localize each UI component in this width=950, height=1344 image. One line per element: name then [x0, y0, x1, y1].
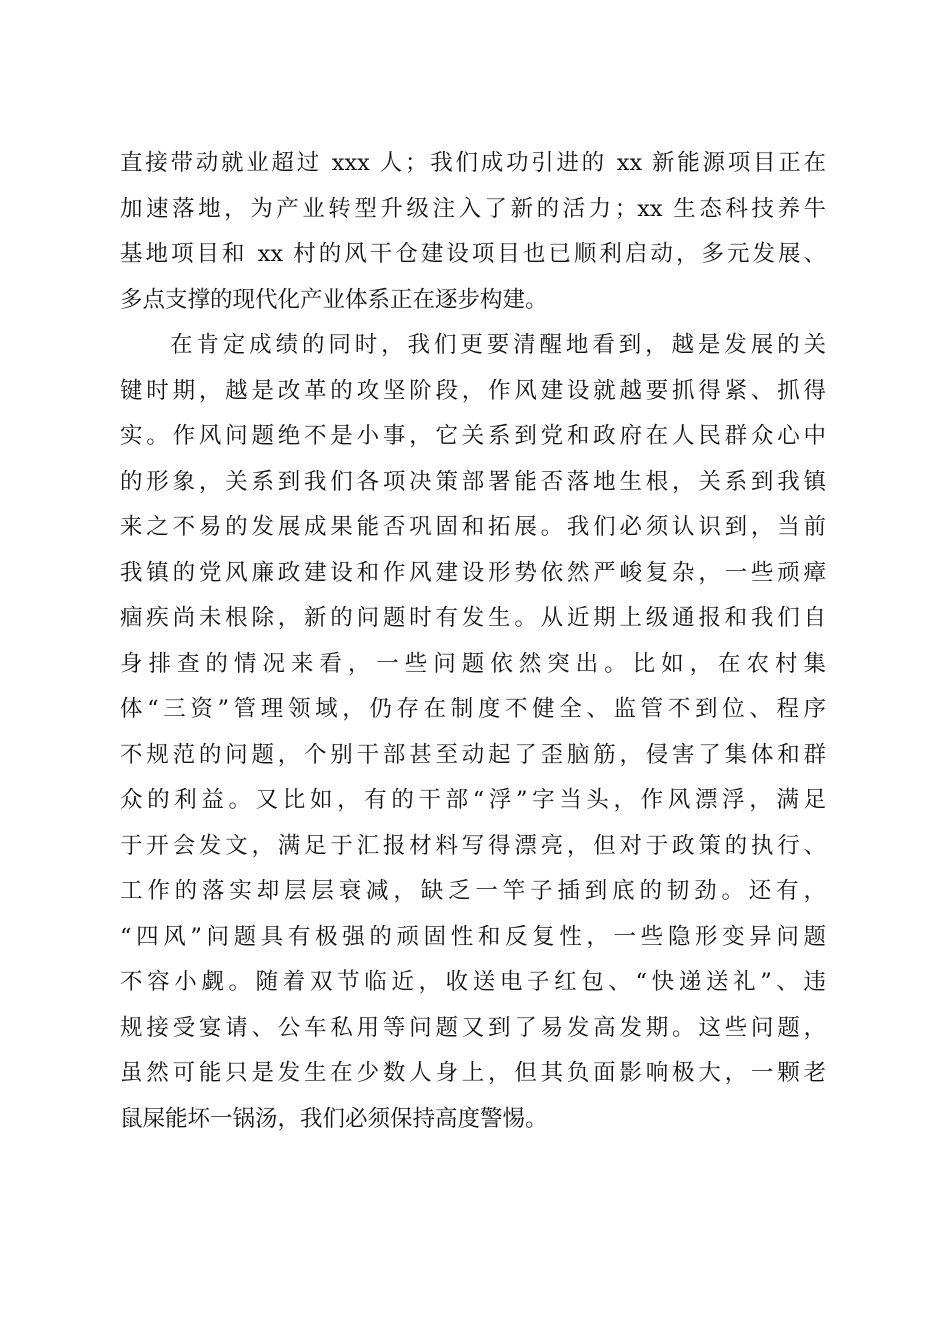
text-line: 工作的落实却层层衰减，缺乏一竿子插到底的韧劲。还有， — [120, 878, 826, 904]
text-line: 加速落地，为产业转型升级注入了新的活力；xx 生态科技养牛 — [120, 195, 826, 222]
text-line: 我镇的党风廉政建设和作风建设形势依然严峻复杂，一些顽瘴 — [120, 559, 826, 586]
document-body — [120, 141, 826, 1142]
text-line: 体“三资”管理领域，仍存在制度不健全、监管不到位、程序 — [120, 696, 826, 722]
text-line: 的形象，关系到我们各项决策部署能否落地生根，关系到我镇 — [120, 468, 826, 495]
text-line: 多点支撑的现代化产业体系正在逐步构建。 — [120, 286, 548, 313]
text-line: 来之不易的发展成果能否巩固和拓展。我们必须认识到，当前 — [120, 514, 826, 540]
paragraph-2 — [120, 323, 826, 1142]
text-line: 实。作风问题绝不是小事，它关系到党和政府在人民群众心中 — [120, 423, 826, 449]
text-line: 不规范的问题，个别干部甚至动起了歪脑筋，侵害了集体和群 — [120, 741, 826, 768]
text-line: 众的利益。又比如，有的干部“浮”字当头，作风漂浮，满足 — [120, 787, 826, 813]
text-line: 不容小觑。随着双节临近，收送电子红包、“快递送礼”、违 — [120, 969, 826, 995]
text-line: 虽然可能只是发生在少数人身上，但其负面影响极大，一颗老 — [120, 1060, 826, 1086]
text-line: 痼疾尚未根除，新的问题时有发生。从近期上级通报和我们自 — [120, 605, 826, 631]
text-line: 规接受宴请、公车私用等问题又到了易发高发期。这些问题， — [120, 1014, 826, 1041]
paragraph-1 — [120, 141, 826, 323]
text-line: 直接带动就业超过 xxx 人；我们成功引进的 xx 新能源项目正在 — [120, 150, 826, 176]
text-line: 于开会发文，满足于汇报材料写得漂亮，但对于政策的执行、 — [120, 832, 826, 859]
text-line: 鼠屎能坏一锅汤，我们必须保持高度警惕。 — [120, 1105, 548, 1132]
text-line: 在肯定成绩的同时，我们更要清醒地看到，越是发展的关 — [170, 332, 826, 358]
text-line: “四风”问题具有极强的顽固性和反复性，一些隐形变异问题 — [120, 923, 826, 950]
text-line: 身排查的情况来看，一些问题依然突出。比如，在农村集 — [120, 650, 826, 677]
text-line: 基地项目和 xx 村的风干仓建设项目也已顺利启动，多元发展、 — [120, 241, 826, 267]
text-line: 键时期，越是改革的攻坚阶段，作风建设就越要抓得紧、抓得 — [120, 377, 826, 404]
